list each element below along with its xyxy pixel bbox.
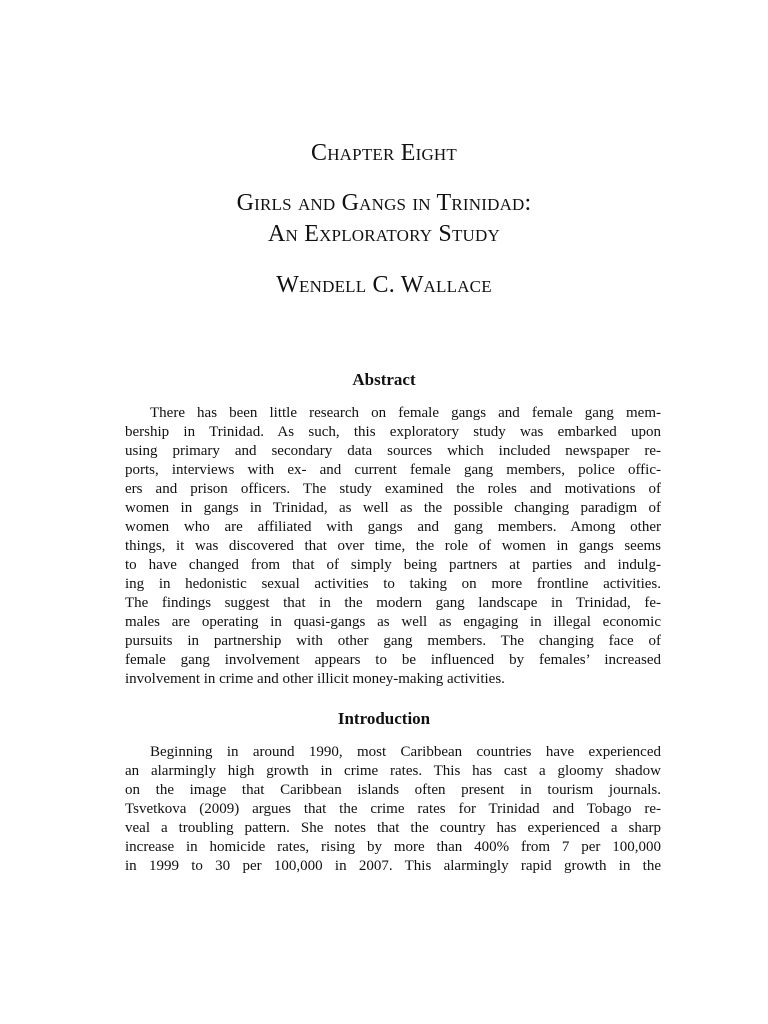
introduction-heading: Introduction <box>337 709 431 728</box>
chapter-title-line-2: An Exploratory Study <box>268 221 500 247</box>
introduction-line: veal a troubling pattern. She notes that the country has experienced a sharp <box>125 820 661 836</box>
abstract-line: women who are affiliated with gangs and gang members. Among other <box>125 519 661 535</box>
chapter-label: Chapter Eight <box>311 140 457 166</box>
abstract-heading: Abstract <box>352 370 416 389</box>
abstract-line: women in gangs in Trinidad, as well as the possible changing paradigm of <box>125 500 661 516</box>
abstract-line: There has been little research on female gangs and female gang mem- <box>150 405 661 421</box>
abstract-line: ers and prison officers. The study examined the roles and motivations of <box>125 481 661 497</box>
chapter-title-line-1: Girls and Gangs in Trinidad: <box>236 190 532 216</box>
abstract-line: pursuits in partnership with other gang members. The changing face of <box>125 633 661 649</box>
abstract-line: males are operating in quasi-gangs as well as engaging in illegal economic <box>125 614 661 630</box>
introduction-line: Beginning in around 1990, most Caribbean countries have experienced <box>150 744 661 760</box>
abstract-line: The findings suggest that in the modern gang landscape in Trinidad, fe- <box>125 595 661 611</box>
introduction-paragraph <box>125 743 661 876</box>
abstract-line: ing in hedonistic sexual activities to taking on more frontline activities. <box>125 576 661 592</box>
abstract-line: bership in Trinidad. As such, this exploratory study was embarked upon <box>125 424 661 440</box>
introduction-line: on the image that Caribbean islands often present in tourism journals. <box>125 782 661 798</box>
abstract-line: ports, interviews with ex- and current female gang members, police offic- <box>125 462 661 478</box>
introduction-line: Tsvetkova (2009) argues that the crime rates for Trinidad and Tobago re- <box>125 801 661 817</box>
abstract-line: to have changed from that of simply being partners at parties and indulg- <box>125 557 661 573</box>
introduction-line: in 1999 to 30 per 100,000 in 2007. This alarmingly rapid growth in the <box>125 858 661 874</box>
abstract-line: things, it was discovered that over time, the role of women in gangs seems <box>125 538 661 554</box>
abstract-line: female gang involvement appears to be influenced by females’ increased <box>125 652 661 668</box>
abstract-line: using primary and secondary data sources which included newspaper re- <box>125 443 661 459</box>
author-name: Wendell C. Wallace <box>276 272 492 298</box>
introduction-line: increase in homicide rates, rising by more than 400% from 7 per 100,000 <box>125 839 661 855</box>
abstract-paragraph <box>125 404 661 689</box>
introduction-line: an alarmingly high growth in crime rates. This has cast a gloomy shadow <box>125 763 661 779</box>
abstract-line: involvement in crime and other illicit money-making activities. <box>125 671 505 687</box>
